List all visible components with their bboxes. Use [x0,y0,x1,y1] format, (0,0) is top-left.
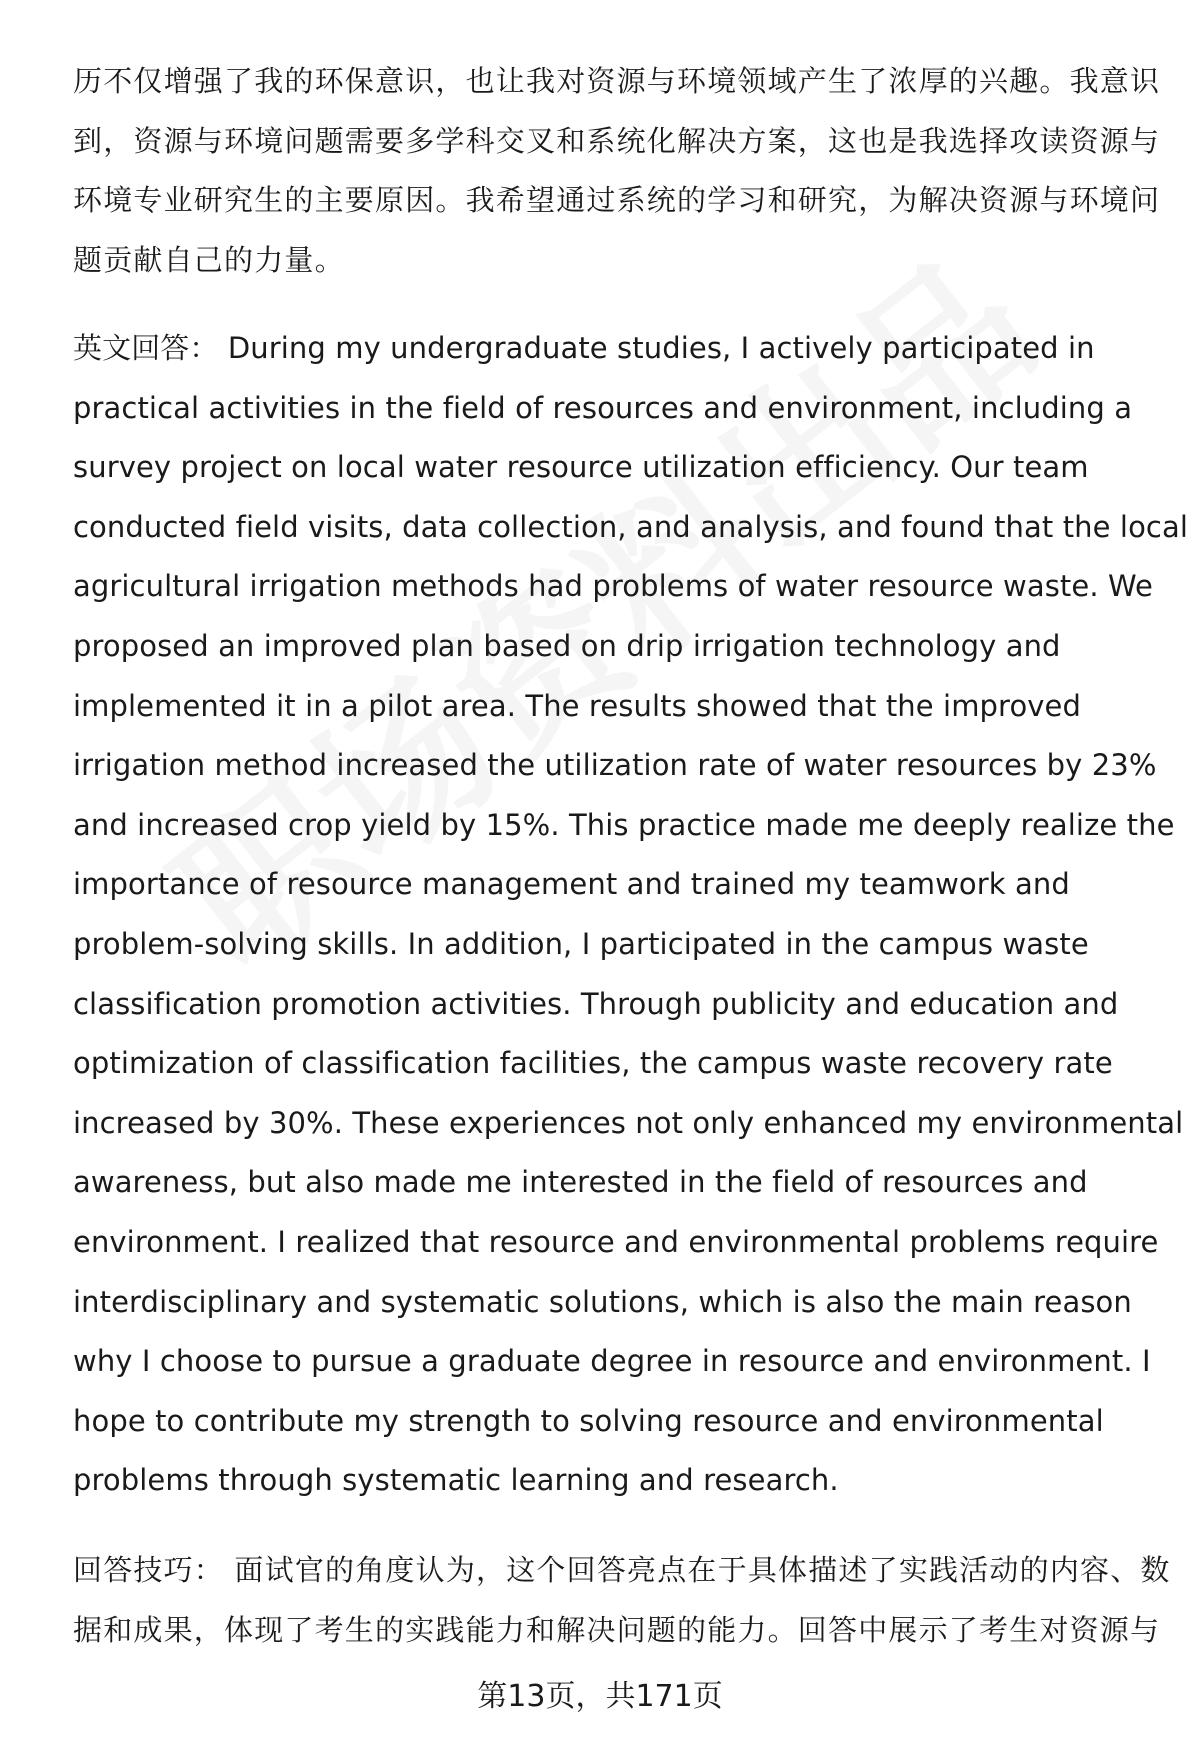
text-line: increased by 30%. These experiences not only enhanced my environmental [73,1105,1184,1140]
text-line: 回答技巧： 面试官的角度认为，这个回答亮点在于具体描述了实践活动的内容、数 [73,1553,1171,1587]
text-line: proposed an improved plan based on drip irrigation technology and [73,629,1061,663]
text-line: irrigation method increased the utilization rate of water resources by 23% [73,748,1157,783]
text-line: 英文回答： During my undergraduate studies, I actively participated in [73,331,1095,365]
text-line: problems through systematic learning and research. [73,1463,839,1498]
text-line: why I choose to pursue a graduate degree in resource and environment. I [73,1344,1151,1379]
text-line: and increased crop yield by 15%. This practice made me deeply realize the [73,807,1175,842]
text-line: 历不仅增强了我的环保意识，也让我对资源与环境领域产生了浓厚的兴趣。我意识 [73,64,1161,98]
text-line: survey project on local water resource utilization efficiency. Our team [73,450,1089,485]
text-line: 环境专业研究生的主要原因。我希望通过系统的学习和研究，为解决资源与环境问 [73,183,1161,217]
text-line: agricultural irrigation methods had problems of water resource waste. We [73,569,1154,604]
text-line: environment. I realized that resource and environmental problems require [73,1225,1159,1259]
text-line: importance of resource management and trained my teamwork and [73,867,1070,902]
text-line: conducted field visits, data collection, and analysis, and found that the local [73,509,1188,544]
text-line: awareness, but also made me interested in the field of resources and [73,1165,1088,1200]
text-line: problem-solving skills. In addition, I participated in the campus waste [73,927,1089,961]
text-line: implemented it in a pilot area. The results showed that the improved [73,688,1081,723]
text-line: optimization of classification facilities, the campus waste recovery rate [73,1046,1113,1081]
text-line: 据和成果，体现了考生的实践能力和解决问题的能力。回答中展示了考生对资源与 [73,1613,1161,1647]
text-line: hope to contribute my strength to solving resource and environmental [73,1403,1104,1438]
text-line: practical activities in the field of resources and environment, including a [73,390,1133,425]
text-line: 到，资源与环境问题需要多学科交叉和系统化解决方案，这也是我选择攻读资源与 [73,124,1161,158]
text-line: 题贡献自己的力量。 [73,243,345,277]
text-line: interdisciplinary and systematic solutions, which is also the main reason [73,1284,1132,1319]
text-line: classification promotion activities. Through publicity and education and [73,986,1119,1021]
page-number: 第13页，共171页 [477,1679,723,1714]
